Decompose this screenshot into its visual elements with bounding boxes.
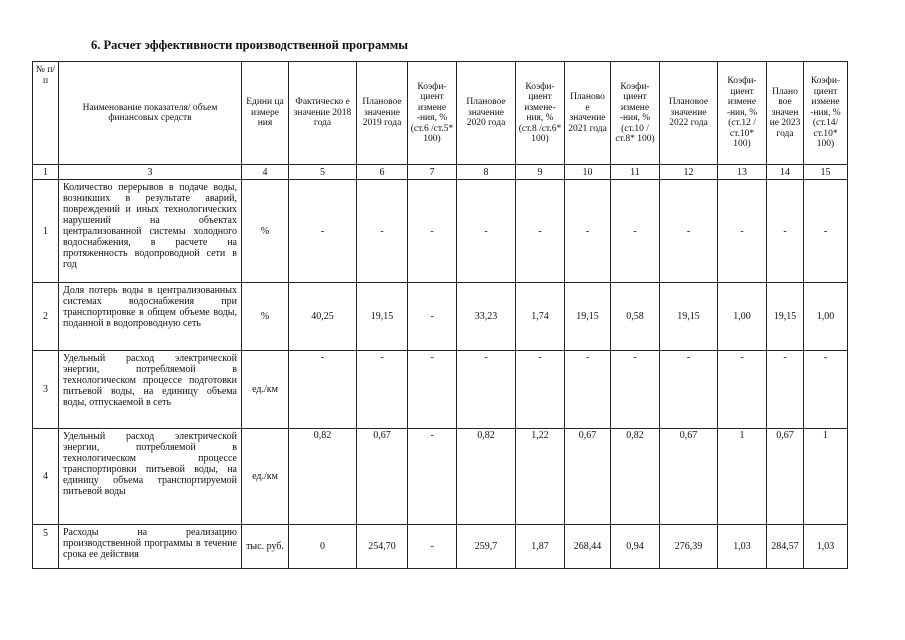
unit-cell: ед./км — [242, 429, 289, 525]
value-cell: 33,23 — [457, 283, 516, 351]
header-cell: Фактическо е значение 2018 года — [289, 62, 357, 165]
value-cell: 259,7 — [457, 525, 516, 569]
column-number: 1 — [33, 165, 59, 180]
header-cell: Наименование показателя/ объем финансовых средств — [59, 62, 242, 165]
value-cell: - — [718, 180, 767, 283]
value-cell: - — [289, 351, 357, 429]
column-number: 8 — [457, 165, 516, 180]
value-cell: 1 — [804, 429, 848, 525]
value-cell: - — [408, 180, 457, 283]
table-row — [33, 351, 848, 429]
row-number: 3 — [33, 351, 59, 429]
header-cell: Коэфи- циент измене- ния, % (ст.8 /ст.6* 100) — [516, 62, 565, 165]
value-cell: - — [767, 180, 804, 283]
indicator-name: Удельный расход электрической энергии, потребляемой в технологическом процессе транспортировки питьевой воды, на единицу объема транспортируемой питьевой воды — [59, 429, 242, 525]
indicator-name: Удельный расход электрической энергии, потребляемой в технологическом процессе подготовки питьевой воды, на единицу объема воды, отпускаемой в сеть — [59, 351, 242, 429]
indicator-name: Количество перерывов в подаче воды, возникших в результате аварий, повреждений и иных технологических нарушений на объектах централизованной системы холодного водоснабжения, в расчете на протяженность водопроводной сети в год — [59, 180, 242, 283]
row-number: 4 — [33, 429, 59, 525]
value-cell: - — [565, 351, 611, 429]
value-cell: - — [408, 283, 457, 351]
indicator-name: Расходы на реализацию производственной программы в течение срока ее действия — [59, 525, 242, 569]
indicator-name: Доля потерь воды в централизованных системах водоснабжения при транспортировке в общем объеме воды, поданной в водопроводную сеть — [59, 283, 242, 351]
unit-cell: % — [242, 180, 289, 283]
value-cell: 0,58 — [611, 283, 660, 351]
header-cell: Плано вое значен ие 2023 года — [767, 62, 804, 165]
header-cell: Плановое значение 2022 года — [660, 62, 718, 165]
header-cell: Коэфи- циент измене -ния, % (ст.14/ ст.10* 100) — [804, 62, 848, 165]
value-cell: - — [457, 351, 516, 429]
value-cell: 284,57 — [767, 525, 804, 569]
value-cell: - — [357, 180, 408, 283]
page-title: 6. Расчет эффективности производственной программы — [91, 38, 409, 52]
row-number: 2 — [33, 283, 59, 351]
header-cell: Коэфи- циент измене -ния, % (ст.12 /ст.10* 100) — [718, 62, 767, 165]
row-number: 1 — [33, 180, 59, 283]
value-cell: - — [804, 351, 848, 429]
table-row — [33, 180, 848, 283]
value-cell: 0,67 — [357, 429, 408, 525]
value-cell: 0,67 — [660, 429, 718, 525]
value-cell: - — [408, 351, 457, 429]
value-cell: 19,15 — [660, 283, 718, 351]
value-cell: 276,39 — [660, 525, 718, 569]
value-cell: 0,82 — [289, 429, 357, 525]
value-cell: 0,67 — [565, 429, 611, 525]
column-number: 5 — [289, 165, 357, 180]
value-cell: 0,82 — [611, 429, 660, 525]
value-cell: - — [565, 180, 611, 283]
efficiency-table — [32, 61, 848, 569]
header-cell: Плановое значение 2020 года — [457, 62, 516, 165]
value-cell: - — [289, 180, 357, 283]
value-cell: 1,74 — [516, 283, 565, 351]
value-cell: - — [660, 351, 718, 429]
value-cell: - — [718, 351, 767, 429]
unit-cell: тыс. руб. — [242, 525, 289, 569]
column-number: 3 — [59, 165, 242, 180]
value-cell: 19,15 — [357, 283, 408, 351]
header-row — [33, 62, 848, 165]
value-cell: 19,15 — [565, 283, 611, 351]
column-number: 13 — [718, 165, 767, 180]
value-cell: - — [516, 351, 565, 429]
value-cell: - — [611, 351, 660, 429]
value-cell: 254,70 — [357, 525, 408, 569]
header-cell: Едини ца измере ния — [242, 62, 289, 165]
value-cell: - — [660, 180, 718, 283]
value-cell: 19,15 — [767, 283, 804, 351]
value-cell: 1 — [718, 429, 767, 525]
header-cell: № п/п — [33, 62, 59, 165]
value-cell: 268,44 — [565, 525, 611, 569]
value-cell: - — [408, 525, 457, 569]
column-number: 10 — [565, 165, 611, 180]
value-cell: - — [767, 351, 804, 429]
value-cell: 1,03 — [718, 525, 767, 569]
row-number: 5 — [33, 525, 59, 569]
value-cell: - — [611, 180, 660, 283]
value-cell: 1,87 — [516, 525, 565, 569]
column-number: 12 — [660, 165, 718, 180]
value-cell: 40,25 — [289, 283, 357, 351]
value-cell: 0 — [289, 525, 357, 569]
value-cell: 1,00 — [804, 283, 848, 351]
value-cell: 0,82 — [457, 429, 516, 525]
column-number: 7 — [408, 165, 457, 180]
table-row — [33, 429, 848, 525]
header-cell: Планово е значение 2021 года — [565, 62, 611, 165]
column-number: 14 — [767, 165, 804, 180]
table-row — [33, 525, 848, 569]
table-row — [33, 283, 848, 351]
value-cell: 1,22 — [516, 429, 565, 525]
value-cell: - — [357, 351, 408, 429]
column-number: 4 — [242, 165, 289, 180]
header-cell: Коэфи- циент измене -ния, % (ст.10 /ст.8* 100) — [611, 62, 660, 165]
column-number: 11 — [611, 165, 660, 180]
value-cell: 0,67 — [767, 429, 804, 525]
value-cell: 1,03 — [804, 525, 848, 569]
value-cell: - — [516, 180, 565, 283]
column-number-row — [33, 165, 848, 180]
value-cell: - — [804, 180, 848, 283]
value-cell: 0,94 — [611, 525, 660, 569]
header-cell: Коэфи- циент измене -ния, %(ст.6 /ст.5* 100) — [408, 62, 457, 165]
value-cell: - — [457, 180, 516, 283]
column-number: 6 — [357, 165, 408, 180]
unit-cell: ед./км — [242, 351, 289, 429]
value-cell: 1,00 — [718, 283, 767, 351]
column-number: 15 — [804, 165, 848, 180]
unit-cell: % — [242, 283, 289, 351]
column-number: 9 — [516, 165, 565, 180]
value-cell: - — [408, 429, 457, 525]
header-cell: Плановое значение 2019 года — [357, 62, 408, 165]
